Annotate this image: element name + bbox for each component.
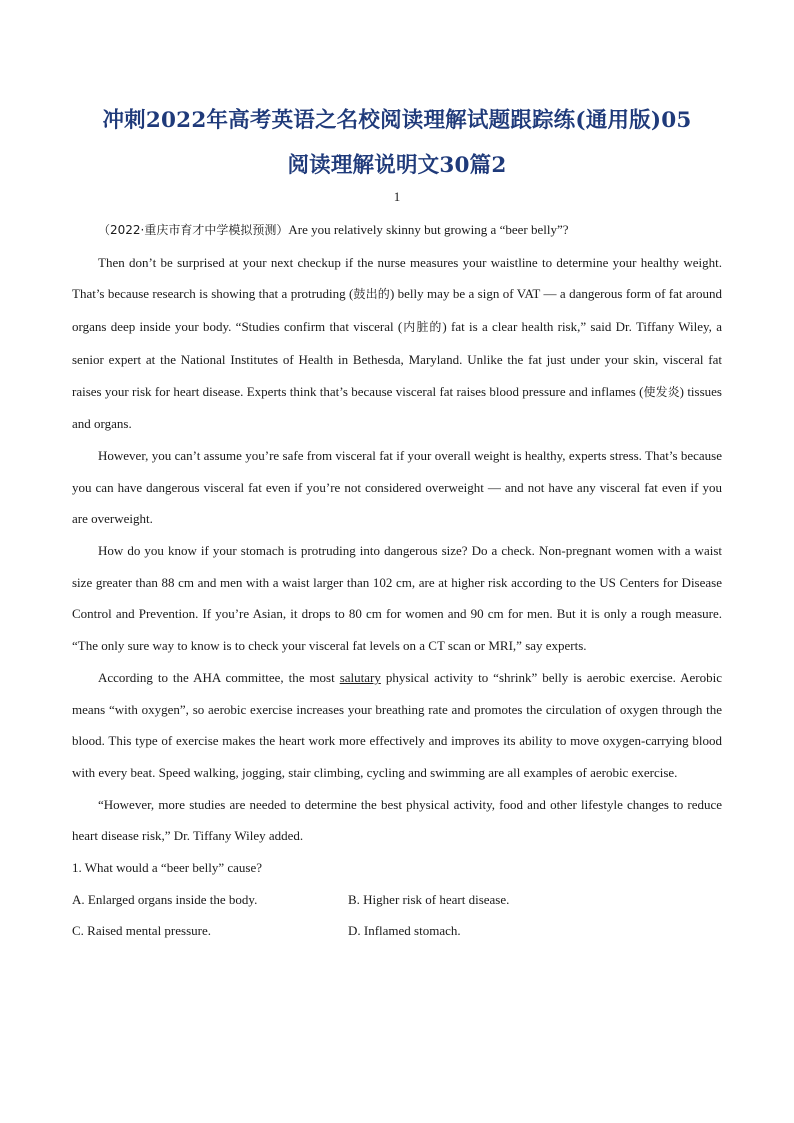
paragraph-5-text-b: physical activity to “shrink” belly is aerobic exercise. Aerobic means “with oxygen”, so aerobic exercise increases your breathing rate and promotes the circulation of oxygen through the blood. This type of exercise makes the heart work more effectively and improves its ability to move oxygen-carrying blood with every beat. Speed walking, jogging, stair climbing, cycling and swimming are all examples of aerobic exercise. (72, 669, 722, 780)
paragraph-3: However, you can’t assume you’re safe from visceral fat if your overall weight is healthy, experts stress. That’s because you can have dangerous visceral fat even if you’re not considered overweight — and not have any visceral fat even if you are overweight. (72, 447, 722, 527)
paragraph-2-text-c: ) fat is a clear health risk,” said Dr. Tiffany Wiley, a senior expert at the National Institutes of Health in Bethesda, Maryland. Unlike the fat just under your skin, visceral fat raises your risk for heart disease. Experts think that’s because visceral fat raises blood pressure and inflames ( (72, 319, 722, 399)
underlined-word: salutary (339, 669, 381, 685)
option-a: A. Enlarged organs inside the body. (72, 891, 258, 907)
paragraph-4: How do you know if your stomach is protruding into dangerous size? Do a check. Non-pregnant women with a waist size greater than 88 cm and men with a waist larger than 102 cm, are at higher risk according to the US Centers for Disease Control and Prevention. If you’re Asian, it drops to 80 cm for women and 90 cm for men. But it is only a rough measure. “The only sure way to know is to check your visceral fat levels on a CT scan or MRI,” say experts. (72, 543, 722, 654)
option-c: C. Raised mental pressure. (72, 923, 211, 939)
gloss-protruding: 鼓出的 (353, 287, 390, 302)
paragraph-6: “However, more studies are needed to determine the best physical activity, food and other lifestyle changes to reduce heart disease risk,” Dr. Tiffany Wiley added. (72, 796, 722, 844)
paragraph-2-text-d: ) tissues and organs. (72, 383, 722, 432)
document-title-line-1: 冲刺2022年高考英语之名校阅读理解试题跟踪练(通用版)05 (102, 108, 692, 133)
source-label: （2022·重庆市育才中学模拟预测） (98, 223, 289, 237)
paragraph-1 (72, 214, 722, 247)
paragraph-2-text-b: ) belly may be a sign of VAT — a dangerous form of fat around organs deep inside your body. “Studies confirm that visceral ( (72, 286, 722, 335)
paragraph-1-text: Are you relatively skinny but growing a “beer belly”? (288, 222, 569, 237)
option-d: D. Inflamed stomach. (348, 923, 461, 939)
passage-number: 1 (393, 189, 401, 204)
paragraph-2-text-a: Then don’t be surprised at your next checkup if the nurse measures your waistline to determine your healthy weight. That’s because research is showing that a protruding ( (72, 254, 722, 302)
paragraph-5 (72, 662, 722, 789)
passage-body (72, 214, 722, 947)
question-1: 1. What would a “beer belly” cause? (72, 860, 262, 876)
gloss-inflames: 使发炎 (643, 384, 680, 399)
answer-options (72, 884, 722, 947)
gloss-visceral: 内脏的 (402, 320, 443, 335)
paragraph-2 (72, 247, 722, 440)
option-b: B. Higher risk of heart disease. (348, 891, 510, 907)
paragraph-5-text-a: According to the AHA committee, the most (98, 669, 340, 685)
document-title-line-2: 阅读理解说明文30篇2 (287, 153, 507, 178)
